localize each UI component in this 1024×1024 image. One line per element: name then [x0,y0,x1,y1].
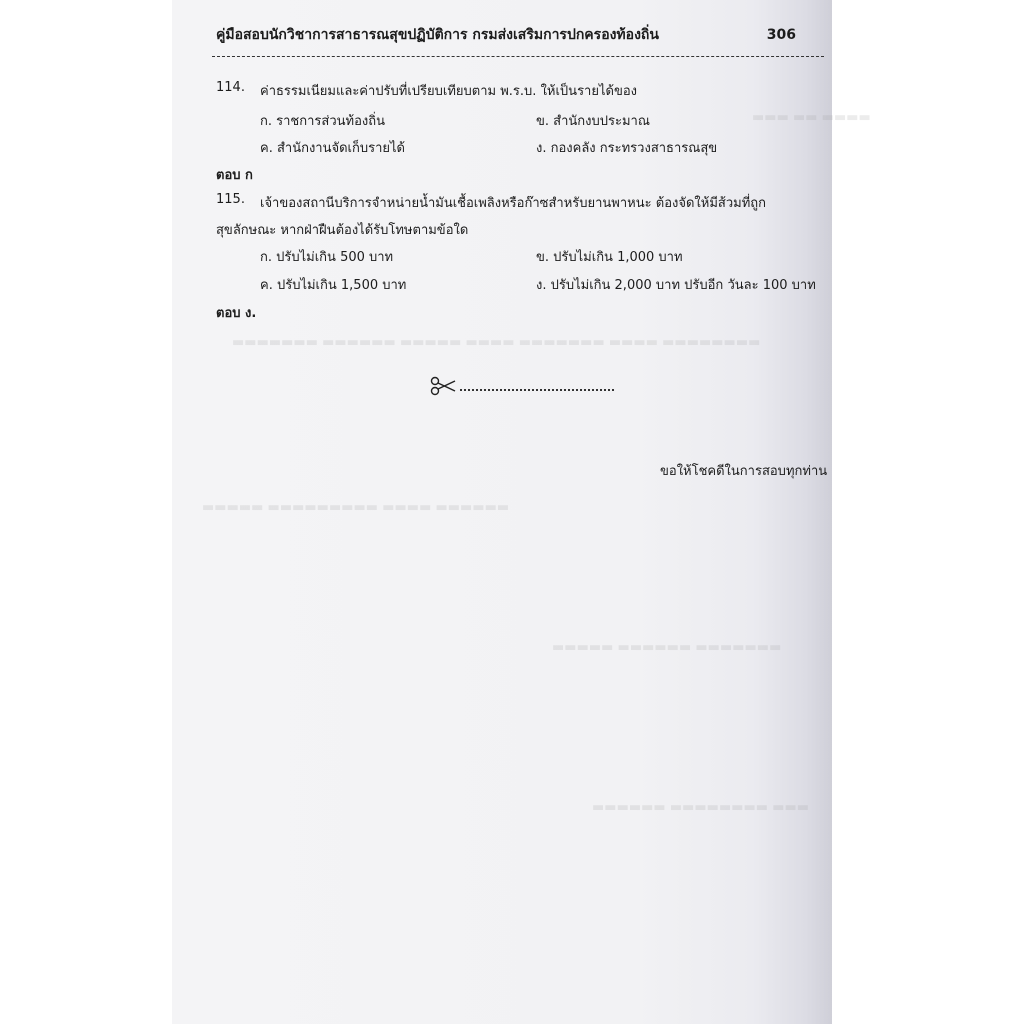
bleed-through-text: ▬▬▬ ▬▬ ▬▬▬▬ [752,110,871,125]
option-c: ค. สำนักงานจัดเก็บรายได้ [260,141,405,156]
question-text: เจ้าของสถานีบริการจำหน่ายน้ำมันเชื้อเพลิงหรือก๊าซสำหรับยานพาหนะ ต้องจัดให้มีส้วมที่ถูก [260,196,767,211]
bleed-through-text: ▬▬▬▬▬▬▬ ▬▬▬▬▬▬ ▬▬▬▬▬ ▬▬▬▬ ▬▬▬▬▬▬▬ ▬▬▬▬ ▬▬▬▬▬▬▬▬ [232,335,761,350]
page-header [216,24,796,46]
option-c: ค. ปรับไม่เกิน 1,500 บาท [260,278,407,293]
dotted-cut-line [460,389,614,391]
question-number: 115. [216,192,245,207]
header-divider [212,56,824,57]
option-b: ข. ปรับไม่เกิน 1,000 บาท [536,250,683,265]
bleed-through-text: ▬▬▬▬▬ ▬▬▬▬▬▬ ▬▬▬▬▬▬▬ [552,640,782,655]
page-number: 306 [766,27,796,43]
cut-line [430,376,614,396]
option-d: ง. กองคลัง กระทรวงสาธารณสุข [536,141,718,156]
question-text: ค่าธรรมเนียมและค่าปรับที่เปรียบเทียบตาม พ.ร.บ. ให้เป็นรายได้ของ [260,84,637,99]
option-d: ง. ปรับไม่เกิน 2,000 บาท ปรับอีก วันละ 100 บาท [536,278,816,293]
option-b: ข. สำนักงบประมาณ [536,114,650,129]
question-text-continued: สุขลักษณะ หากฝ่าฝืนต้องได้รับโทษตามข้อใด [216,223,469,238]
bleed-through-text: ▬▬▬▬▬ ▬▬▬▬▬▬▬▬▬ ▬▬▬▬ ▬▬▬▬▬▬ [202,500,510,515]
closing-message: ขอให้โชคดีในการสอบทุกท่าน [660,464,828,479]
option-a: ก. ปรับไม่เกิน 500 บาท [260,250,394,265]
document-page [172,0,871,1024]
header-title: คู่มือสอบนักวิชาการสาธารณสุขปฏิบัติการ กรมส่งเสริมการปกครองท้องถิ่น [216,27,659,43]
bleed-through-text: ▬▬▬▬▬▬ ▬▬▬▬▬▬▬▬ ▬▬▬ [592,800,810,815]
option-a: ก. ราชการส่วนท้องถิ่น [260,114,385,129]
question-number: 114. [216,80,245,95]
scissors-icon [430,376,456,396]
answer: ตอบ ก [216,168,253,183]
answer: ตอบ ง. [216,306,257,321]
